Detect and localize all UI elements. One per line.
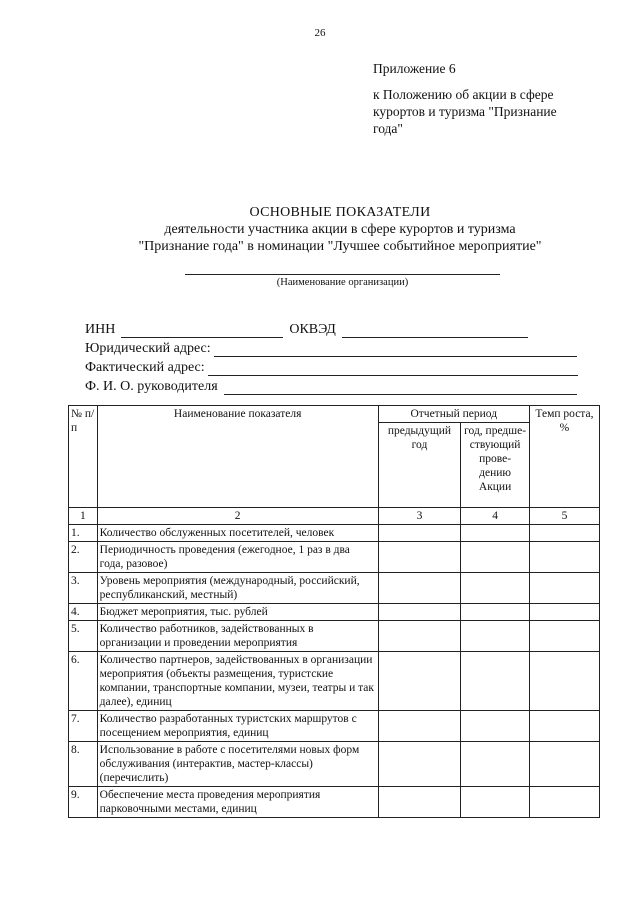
table-row [69,711,600,742]
document-heading [60,204,620,255]
director-field[interactable] [224,381,577,395]
actual-address-field[interactable] [208,362,578,376]
appendix-subtitle-line: курортов и туризма "Признание [373,104,557,119]
row-indicator: Уровень мероприятия (международный, российский, республиканский, местный) [97,573,378,604]
heading-title: ОСНОВНЫЕ ПОКАЗАТЕЛИ [249,205,431,220]
actual-address-label: Фактический адрес: [85,360,205,375]
table-row [69,525,600,542]
table-row [69,742,600,787]
cell-prev-year[interactable] [378,542,461,573]
actual-address-row [85,357,595,376]
appendix-title: Приложение 6 [373,61,456,76]
cell-prev-event-year[interactable] [461,652,530,711]
indicators-table [68,405,600,818]
row-indicator: Количество разработанных туристских маршрутов с посещением мероприятия, единиц [97,711,378,742]
row-num: 4. [69,604,98,621]
header-prev-event-year: год, предше- ствующий прове- дению Акции [461,423,530,508]
table-row [69,604,600,621]
requisites-fields [85,319,595,395]
cell-prev-year[interactable] [378,525,461,542]
header-growth: Темп роста, % [529,406,599,508]
header-prev-year: предыдущий год [378,423,461,508]
row-indicator: Периодичность проведения (ежегодное, 1 раз в два года, разовое) [97,542,378,573]
table-row [69,573,600,604]
director-label: Ф. И. О. руководителя [85,379,218,394]
row-indicator: Бюджет мероприятия, тыс. рублей [97,604,378,621]
col-number: 5 [529,508,599,525]
col-number: 4 [461,508,530,525]
cell-growth[interactable] [529,525,599,542]
legal-address-label: Юридический адрес: [85,341,211,356]
cell-prev-year[interactable] [378,573,461,604]
row-num: 8. [69,742,98,787]
row-indicator: Использование в работе с посетителями новых форм обслуживания (интерактив, мастер-классы) (перечислить) [97,742,378,787]
table-row [69,787,600,818]
cell-prev-event-year[interactable] [461,621,530,652]
inn-field[interactable] [121,324,283,338]
col-number: 2 [97,508,378,525]
appendix-block [373,60,603,137]
cell-growth[interactable] [529,573,599,604]
cell-growth[interactable] [529,742,599,787]
cell-growth[interactable] [529,652,599,711]
cell-prev-year[interactable] [378,742,461,787]
heading-line: "Признание года" в номинации "Лучшее событийное мероприятие" [138,239,542,254]
inn-okved-row [85,319,595,338]
cell-prev-year[interactable] [378,711,461,742]
cell-prev-event-year[interactable] [461,525,530,542]
org-name-field[interactable] [185,274,500,288]
table-row [69,652,600,711]
okved-label: ОКВЭД [289,322,336,337]
cell-growth[interactable] [529,621,599,652]
row-num: 6. [69,652,98,711]
cell-prev-event-year[interactable] [461,711,530,742]
row-num: 7. [69,711,98,742]
page-number: 26 [314,27,326,39]
row-indicator: Количество работников, задействованных в организации и проведении мероприятия [97,621,378,652]
header-name: Наименование показателя [97,406,378,508]
row-num: 3. [69,573,98,604]
legal-address-row [85,338,595,357]
col-number: 3 [378,508,461,525]
cell-prev-event-year[interactable] [461,604,530,621]
header-period: Отчетный период [378,406,529,423]
okved-field[interactable] [342,324,528,338]
cell-growth[interactable] [529,787,599,818]
cell-prev-year[interactable] [378,621,461,652]
legal-address-field[interactable] [214,343,577,357]
cell-prev-event-year[interactable] [461,573,530,604]
cell-prev-year[interactable] [378,604,461,621]
table-row [69,542,600,573]
col-number: 1 [69,508,98,525]
table-header-row [69,406,600,423]
org-caption: (Наименование организации) [276,277,409,288]
appendix-subtitle-line: года" [373,121,403,136]
table-row [69,621,600,652]
column-numbers-row [69,508,600,525]
cell-growth[interactable] [529,711,599,742]
cell-prev-event-year[interactable] [461,787,530,818]
heading-line: деятельности участника акции в сфере курортов и туризма [164,222,516,237]
row-indicator: Количество обслуженных посетителей, человек [97,525,378,542]
director-row [85,376,595,395]
cell-growth[interactable] [529,604,599,621]
cell-prev-event-year[interactable] [461,542,530,573]
row-indicator: Обеспечение места проведения мероприятия парковочными местами, единиц [97,787,378,818]
appendix-subtitle [373,86,603,137]
cell-growth[interactable] [529,542,599,573]
cell-prev-event-year[interactable] [461,742,530,787]
row-num: 1. [69,525,98,542]
cell-prev-year[interactable] [378,787,461,818]
row-indicator: Количество партнеров, задействованных в организации мероприятия (объекты размещения, туристские компании, транспортные компании, музеи, театры и так далее), единиц [97,652,378,711]
cell-prev-year[interactable] [378,652,461,711]
row-num: 2. [69,542,98,573]
row-num: 9. [69,787,98,818]
appendix-subtitle-line: к Положению об акции в сфере [373,87,554,102]
row-num: 5. [69,621,98,652]
inn-label: ИНН [85,322,116,337]
header-num: № п/п [69,406,98,508]
